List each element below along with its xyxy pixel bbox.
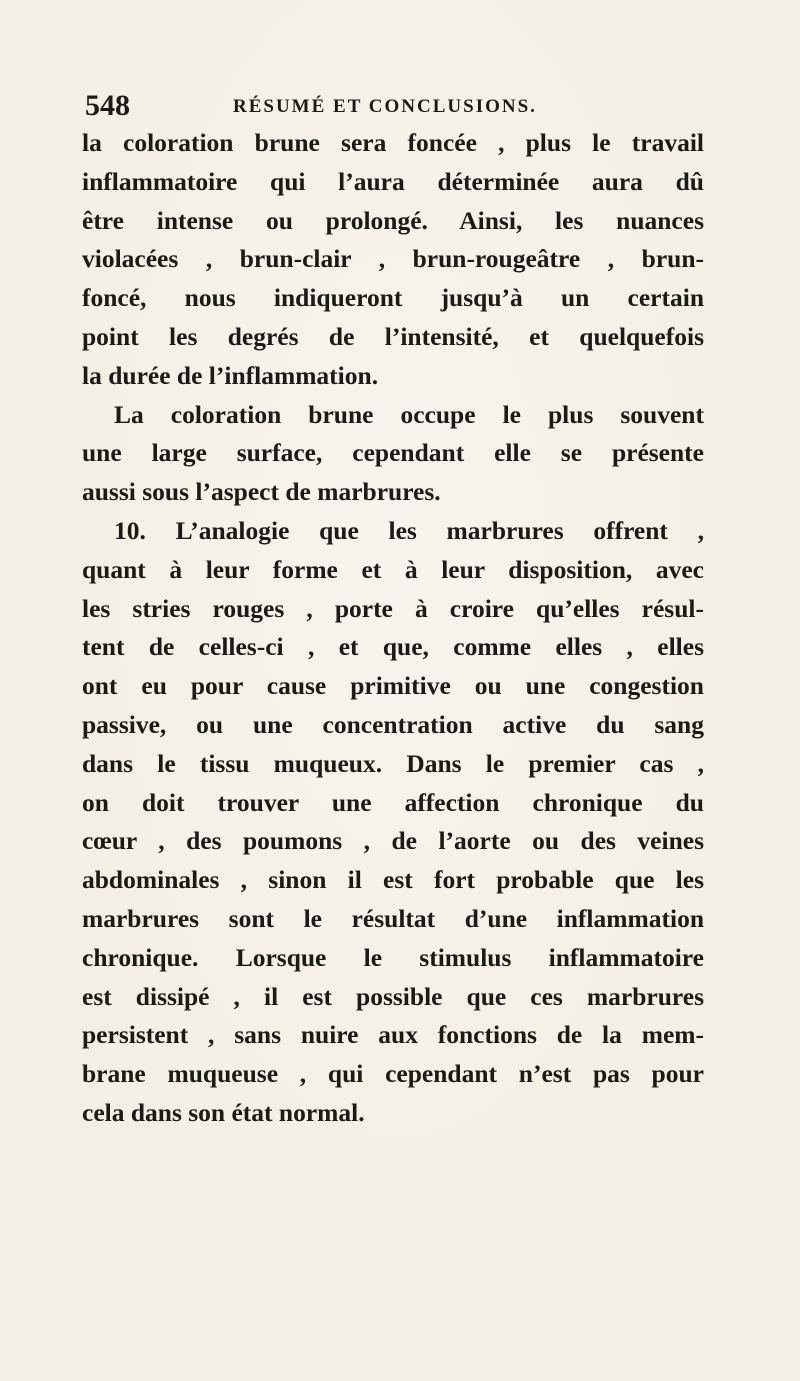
text-line: foncé, nous indiqueront jusqu’à un certain xyxy=(82,283,704,313)
text-line: abdominales , sinon il est fort probable que les xyxy=(82,865,704,895)
text-line: cela dans son état normal. xyxy=(82,1097,365,1127)
page-header xyxy=(85,86,725,126)
text-line: marbrures sont le résultat d’une inflammation xyxy=(82,903,704,933)
text-line: la coloration brune sera foncée , plus le travail xyxy=(82,128,704,157)
text-line: 10. L’analogie que les marbrures offrent , xyxy=(114,515,704,545)
text-line: inflammatoire qui l’aura déterminée aura dû xyxy=(82,166,704,196)
running-title: RÉSUMÉ ET CONCLUSIONS. xyxy=(233,96,537,117)
text-line: une large surface, cependant elle se présente xyxy=(82,438,704,468)
text-line: est dissipé , il est possible que ces marbrures xyxy=(82,981,704,1011)
text-line: tent de celles-ci , et que, comme elles , elles xyxy=(82,632,704,662)
body-text xyxy=(82,124,704,1133)
text-line: violacées , brun-clair , brun-rougeâtre , brun- xyxy=(82,244,704,274)
text-line: persistent , sans nuire aux fonctions de la mem- xyxy=(82,1020,704,1050)
text-line: chronique. Lorsque le stimulus inflammatoire xyxy=(82,942,704,972)
text-line: point les degrés de l’intensité, et quelquefois xyxy=(82,321,704,351)
text-line: quant à leur forme et à leur disposition, avec xyxy=(82,554,704,584)
text-line: brane muqueuse , qui cependant n’est pas pour xyxy=(82,1059,704,1089)
text-line: cœur , des poumons , de l’aorte ou des veines xyxy=(82,826,704,856)
text-line: les stries rouges , porte à croire qu’elles résul- xyxy=(82,593,704,623)
text-line: dans le tissu muqueux. Dans le premier cas , xyxy=(82,748,704,778)
text-line: être intense ou prolongé. Ainsi, les nuances xyxy=(82,205,704,235)
text-line: passive, ou une concentration active du sang xyxy=(82,709,704,739)
page-number: 548 xyxy=(85,89,130,122)
text-line: aussi sous l’aspect de marbrures. xyxy=(82,477,441,507)
text-line: on doit trouver une affection chronique du xyxy=(82,787,704,817)
text-line: ont eu pour cause primitive ou une congestion xyxy=(82,671,704,701)
text-line: la durée de l’inflammation. xyxy=(82,360,379,390)
text-line: La coloration brune occupe le plus souvent xyxy=(114,399,704,429)
